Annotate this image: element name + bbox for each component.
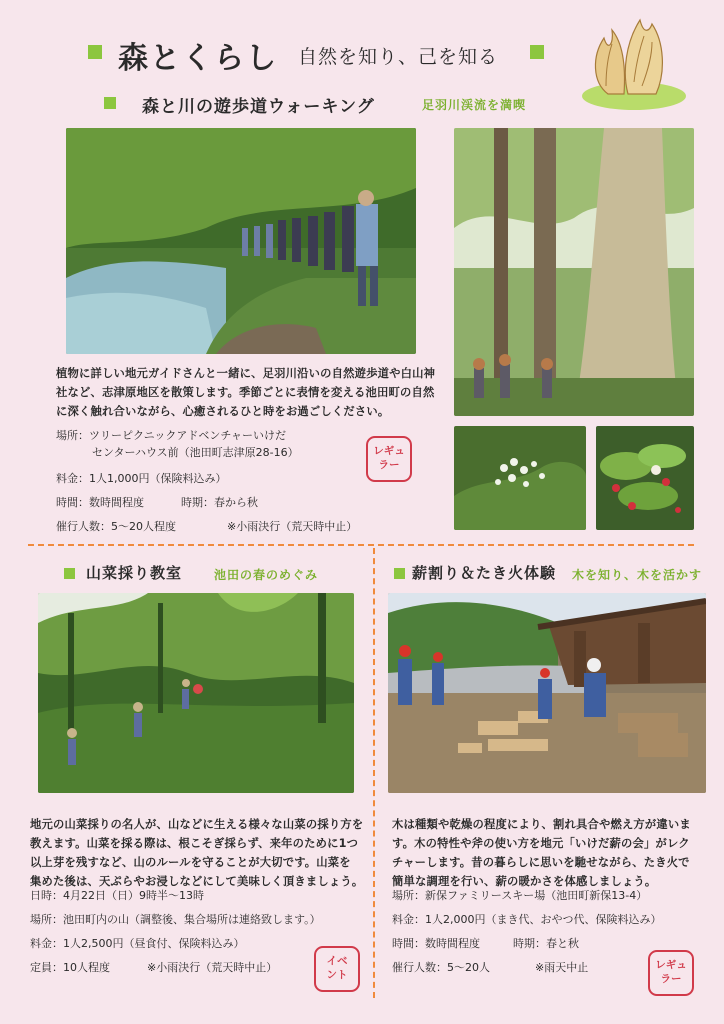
bamboo-shoot-illustration bbox=[578, 12, 690, 112]
page-title: 森とくらし bbox=[118, 41, 278, 76]
firewood-note: ※雨天中止 bbox=[535, 961, 589, 974]
walk-people-row bbox=[56, 515, 446, 539]
title-bullet-left bbox=[88, 45, 102, 59]
walk-time: 時間：数時間程度 bbox=[56, 496, 144, 509]
walk-subtitle: 足羽川渓流を満喫 bbox=[422, 98, 527, 112]
photo-sansai-forest bbox=[38, 593, 354, 793]
walk-time-row bbox=[56, 491, 446, 515]
sansai-capacity: 定員：10人程度 bbox=[30, 961, 110, 974]
walk-place-label: 場所： bbox=[56, 429, 89, 442]
walk-place-line1: ツリーピクニックアドベンチャーいけだ bbox=[89, 429, 287, 442]
firewood-place: 場所：新保ファミリースキー場（池田町新保13-4） bbox=[392, 889, 648, 902]
sansai-note: ※小雨決行（荒天時中止） bbox=[147, 961, 278, 974]
firewood-description: 木は種類や乾燥の程度により、割れ具合や燃え方が違いま す。木の特性や斧の使い方を地元「いけだ薪の会」がレク チャーします。昔の暮らしに思いを馳せながら、たき火で 簡単な調理を行い、薪の暖かさを体感しましょう。 bbox=[392, 818, 691, 888]
firewood-title: 薪割り＆たき火体験 bbox=[412, 564, 557, 582]
firewood-subtitle: 木を知り、木を活かす bbox=[572, 568, 703, 582]
firewood-season: 時期：春と秋 bbox=[513, 937, 579, 950]
walk-people: 催行人数：5～20人程度 bbox=[56, 520, 176, 533]
firewood-time: 時間：数時間程度 bbox=[392, 937, 480, 950]
firewood-fee: 料金：1人2,000円（まき代、おやつ代、保険料込み） bbox=[392, 913, 662, 926]
walk-regular-badge: レギュ ラー bbox=[366, 436, 412, 482]
photo-red-berries bbox=[596, 426, 694, 530]
walk-title: 森と川の遊歩道ウォーキング bbox=[142, 97, 375, 117]
sansai-bullet bbox=[64, 568, 75, 579]
firewood-regular-badge: レギュ ラー bbox=[648, 950, 694, 996]
photo-river-trail bbox=[66, 128, 416, 354]
sansai-fee: 料金：1人2,500円（昼食付、保険料込み） bbox=[30, 937, 245, 950]
walk-season: 時期：春から秋 bbox=[181, 496, 258, 509]
firewood-bullet bbox=[394, 568, 405, 579]
sansai-place: 場所：池田町内の山（調整後、集合場所は連絡致します。） bbox=[30, 913, 321, 926]
sansai-description: 地元の山菜採りの名人が、山などに生える様々な山菜の採り方を 教えます。山菜を採る際は、根こそぎ採らず、来年のために1つ 以上芽を残すなど、山のルールを守ることが大切です。山菜を 集めた後は、天ぷらやお浸しなどにして美味しく頂きましょう。 bbox=[30, 818, 364, 888]
walk-description: 植物に詳しい地元ガイドさんと一緒に、足羽川沿いの自然遊歩道や白山神 社など、志津原地区を散策します。季節ごとに表情を変える池田町の自然 に深く触れ合いながら、心癒されるひと時をお過ごしください。 bbox=[56, 367, 436, 418]
photo-firewood-splitting bbox=[388, 593, 706, 793]
page-subtitle: 自然を知り、己を知る bbox=[298, 46, 499, 68]
section-divider-horizontal bbox=[28, 544, 694, 546]
photo-large-tree bbox=[454, 128, 694, 416]
walk-bullet bbox=[104, 97, 116, 109]
photo-white-flowers bbox=[454, 426, 586, 530]
title-bullet-right bbox=[530, 45, 544, 59]
sansai-subtitle: 池田の春のめぐみ bbox=[214, 568, 319, 582]
sansai-date: 日時：4月22日（日）9時半～13時 bbox=[30, 889, 204, 902]
firewood-people: 催行人数：5～20人 bbox=[392, 961, 490, 974]
walk-note: ※小雨決行（荒天時中止） bbox=[227, 520, 358, 533]
sansai-event-badge: イベ ント bbox=[314, 946, 360, 992]
sansai-title: 山菜採り教室 bbox=[86, 564, 183, 582]
walk-place-line2: センターハウス前（池田町志津原28-16） bbox=[92, 446, 299, 459]
section-divider-vertical bbox=[373, 548, 375, 998]
walk-fee: 料金：1人1,000円（保険料込み） bbox=[56, 472, 227, 485]
